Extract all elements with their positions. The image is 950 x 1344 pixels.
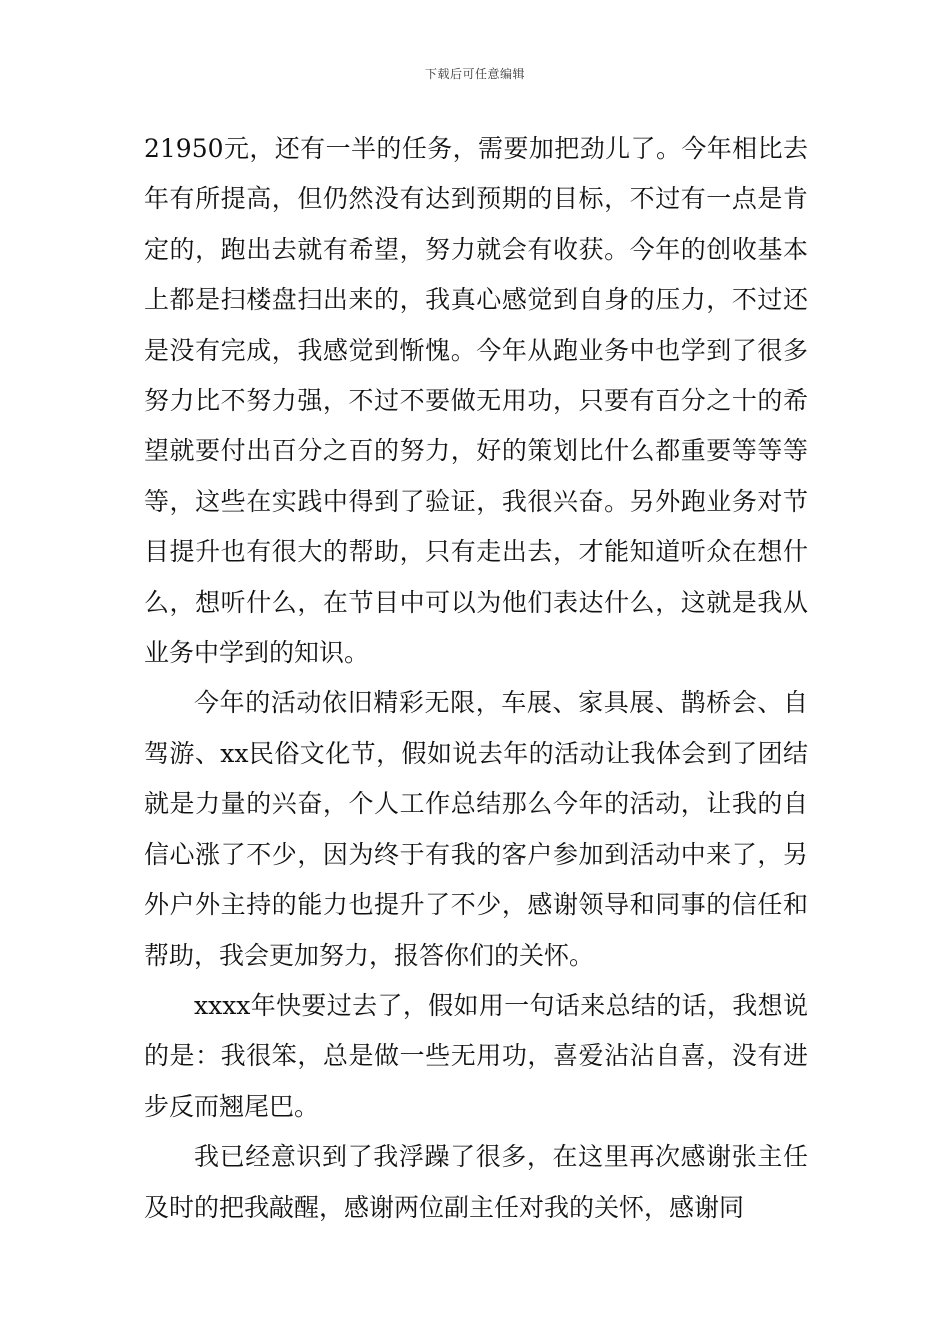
document-body xyxy=(144,124,808,1233)
paragraph-2: 今年的活动依旧精彩无限，车展、家具展、鹊桥会、自驾游、xx民俗文化节，假如说去年的活动让我体会到了团结就是力量的兴奋，个人工作总结那么今年的活动，让我的自信心涨了不少，因为终于有我的客户参加到活动中来了，另外户外主持的能力也提升了不少，感谢领导和同事的信任和帮助，我会更加努力，报答你们的关怀。 xyxy=(144,688,808,970)
page-header-note: 下载后可任意编辑 xyxy=(424,67,525,81)
paragraph-3: xxxx年快要过去了，假如用一句话来总结的话，我想说的是：我很笨，总是做一些无用功，喜爱沾沾自喜，没有进步反而翘尾巴。 xyxy=(144,990,808,1121)
paragraph-4: 我已经意识到了我浮躁了很多，在这里再次感谢张主任及时的把我敲醒，感谢两位副主任对我的关怀，感谢同 xyxy=(144,1142,808,1222)
paragraph-1: 21950元，还有一半的任务，需要加把劲儿了。今年相比去年有所提高，但仍然没有达到预期的目标，不过有一点是肯定的，跑出去就有希望，努力就会有收获。今年的创收基本上都是扫楼盘扫出来的，我真心感觉到自身的压力，不过还是没有完成，我感觉到惭愧。今年从跑业务中也学到了很多努力比不努力强，不过不要做无用功，只要有百分之十的希望就要付出百分之百的努力，好的策划比什么都重要等等等等，这些在实践中得到了验证，我很兴奋。另外跑业务对节目提升也有很大的帮助，只有走出去，才能知道听众在想什么，想听什么，在节目中可以为他们表达什么，这就是我从业务中学到的知识。 xyxy=(144,134,808,668)
